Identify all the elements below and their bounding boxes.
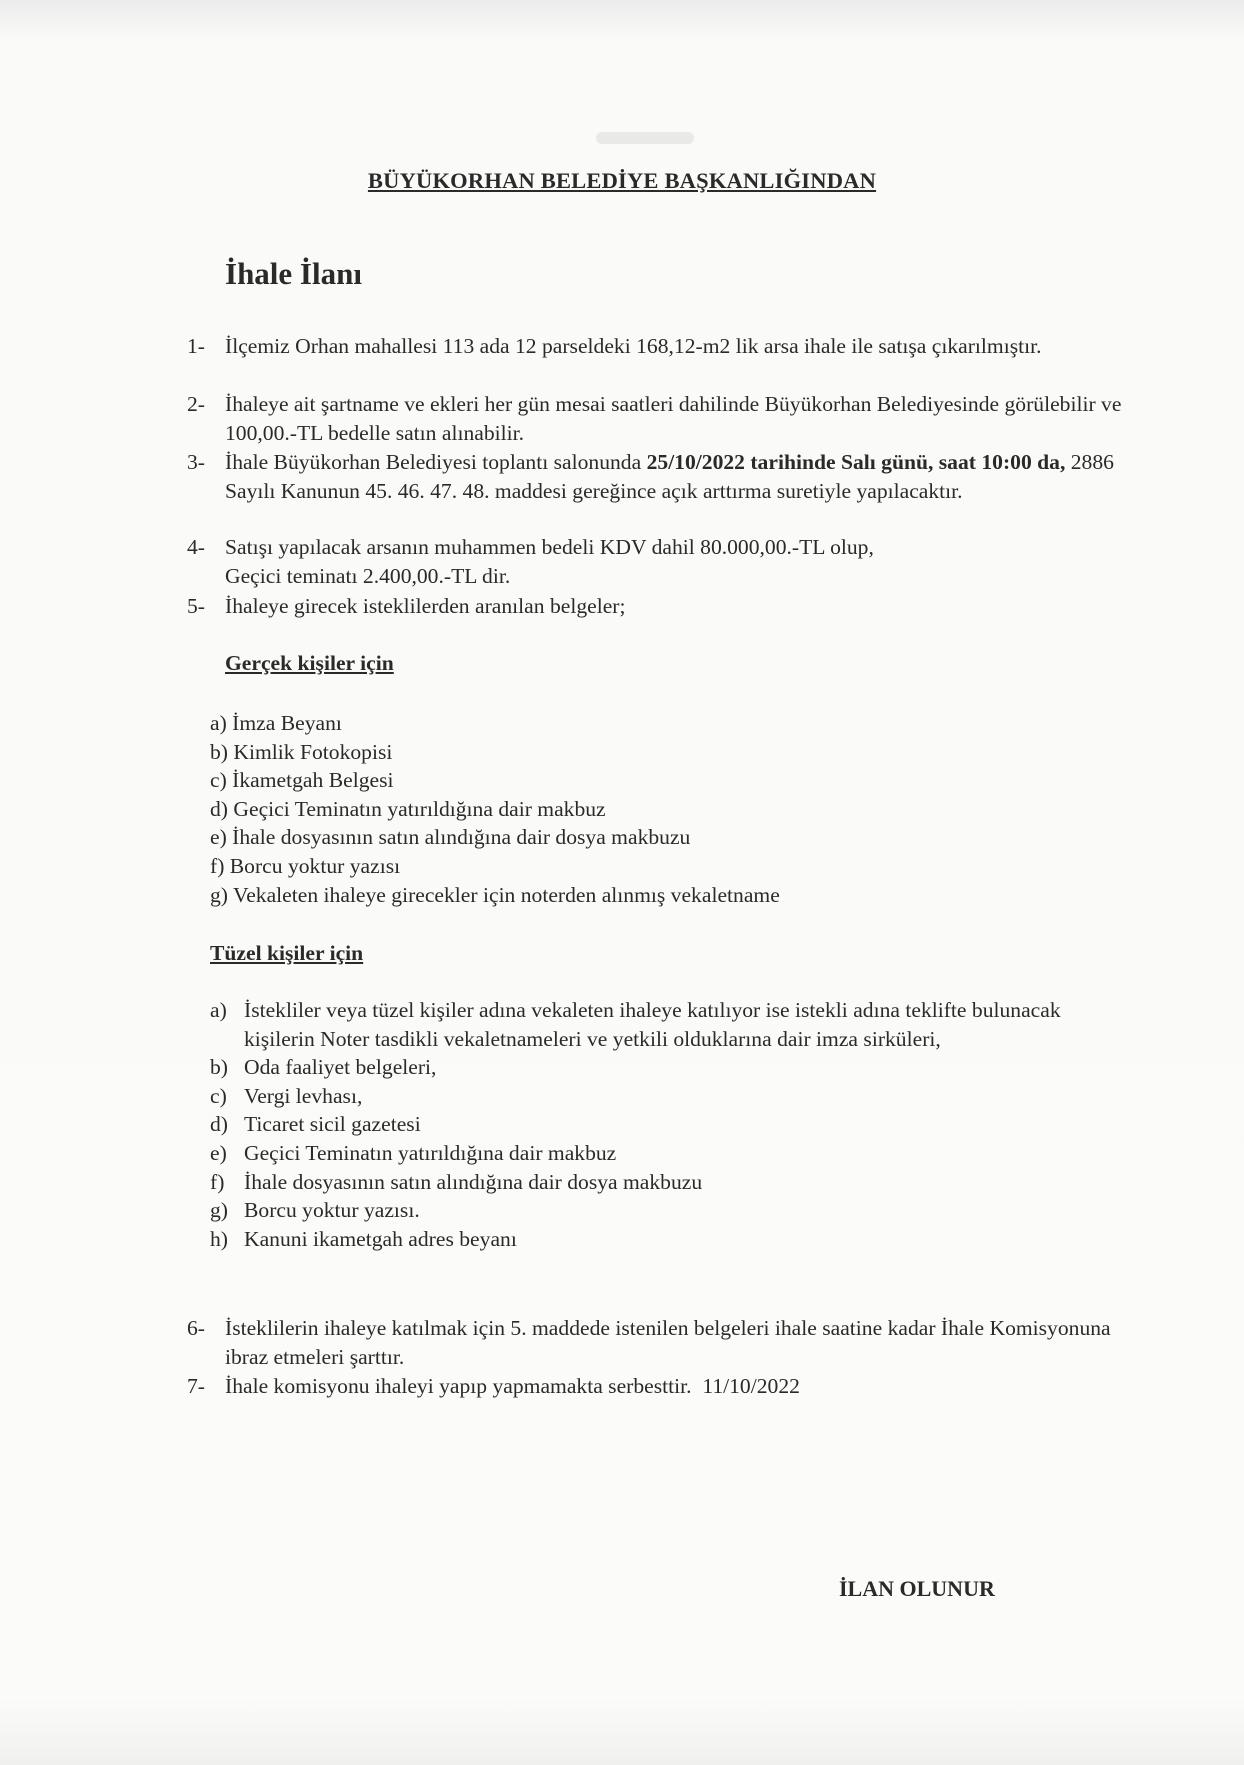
tuzel-list bbox=[210, 996, 1090, 1253]
list-item bbox=[210, 1168, 1090, 1197]
item-5 bbox=[187, 592, 1127, 621]
item-3 bbox=[187, 448, 1127, 505]
item-number: 2- bbox=[187, 392, 205, 416]
list-item bbox=[210, 1196, 1090, 1225]
list-item bbox=[210, 1139, 1090, 1168]
list-item bbox=[210, 1053, 1090, 1082]
item-1 bbox=[187, 332, 1127, 361]
list-label: d) bbox=[210, 1112, 228, 1137]
item-number: 4- bbox=[187, 535, 205, 559]
list-text: Borcu yoktur yazısı. bbox=[244, 1198, 420, 1223]
item-text: İsteklilerin ihaleye katılmak için 5. maddede istenilen belgeleri ihale saatine kadar İhale Komisyonuna ibraz etmeleri şarttır. bbox=[225, 1316, 1111, 1369]
item-7 bbox=[187, 1372, 1127, 1401]
gercek-heading: Gerçek kişiler için bbox=[225, 651, 394, 675]
item-text: İhaleye ait şartname ve ekleri her gün mesai saatleri dahilinde Büyükorhan Belediyesinde görülebilir ve 100,00.-TL bedelle satın alınabilir. bbox=[225, 392, 1122, 445]
item-number: 7- bbox=[187, 1374, 205, 1398]
item-text: İlçemiz Orhan mahallesi 113 ada 12 parseldeki 168,12-m2 lik arsa ihale ile satışa çıkarılmıştır. bbox=[225, 334, 1042, 358]
list-text: Ticaret sicil gazetesi bbox=[244, 1112, 421, 1137]
list-item bbox=[210, 1082, 1090, 1111]
list-text: İstekliler veya tüzel kişiler adına vekaleten ihaleye katılıyor ise istekli adına teklifte bulunacak kişilerin Noter tasdikli vekaletnameleri ve yetkili olduklarına dair imza sirküleri, bbox=[244, 998, 1061, 1051]
item-number: 3- bbox=[187, 450, 205, 474]
item-text bbox=[225, 448, 1127, 505]
list-label: h) bbox=[210, 1226, 228, 1251]
item-text-part: 2886 Sayılı Kanunun 45. 46. 47. 48. maddesi gereğince açık arttırma suretiyle yapılacaktır. bbox=[225, 450, 1114, 503]
item-number: 1- bbox=[187, 334, 205, 358]
list-label: f) bbox=[210, 1169, 225, 1194]
item-text-part: İhale Büyükorhan Belediyesi toplantı salonunda bbox=[225, 450, 647, 474]
list-label: e) bbox=[210, 1140, 227, 1165]
item-text: Satışı yapılacak arsanın muhammen bedeli KDV dahil 80.000,00.-TL olup, Geçici teminatı 2.400,00.-TL dir. bbox=[225, 535, 874, 588]
list-item: e) İhale dosyasının satın alındığına dair dosya makbuzu bbox=[210, 825, 691, 850]
item-number: 5- bbox=[187, 594, 205, 618]
list-text: Oda faaliyet belgeleri, bbox=[244, 1055, 437, 1080]
item-text: İhaleye girecek isteklilerden aranılan belgeler; bbox=[225, 594, 626, 618]
item-text: İhale komisyonu ihaleyi yapıp yapmamakta serbesttir. 11/10/2022 bbox=[225, 1374, 800, 1398]
list-item bbox=[210, 1225, 1090, 1254]
list-item: g) Vekaleten ihaleye girecekler için noterden alınmış vekaletname bbox=[210, 882, 780, 907]
item-date-bold: 25/10/2022 tarihinde Salı günü, saat 10:00 da, bbox=[646, 450, 1066, 474]
list-item: a) İmza Beyanı bbox=[210, 711, 342, 735]
item-6 bbox=[187, 1314, 1127, 1371]
list-text: Kanuni ikametgah adres beyanı bbox=[244, 1226, 517, 1251]
document-title: İhale İlanı bbox=[225, 256, 362, 291]
list-item: c) İkametgah Belgesi bbox=[210, 768, 394, 793]
closing-text: İLAN OLUNUR bbox=[839, 1576, 995, 1601]
item-4 bbox=[187, 533, 1127, 590]
list-text: Geçici Teminatın yatırıldığına dair makbuz bbox=[244, 1140, 617, 1165]
scan-smudge bbox=[596, 132, 694, 144]
list-item: b) Kimlik Fotokopisi bbox=[210, 739, 393, 764]
list-label: a) bbox=[210, 998, 227, 1022]
list-label: g) bbox=[210, 1198, 228, 1223]
item-number: 6- bbox=[187, 1316, 205, 1340]
list-item: f) Borcu yoktur yazısı bbox=[210, 853, 401, 878]
item-2 bbox=[187, 390, 1127, 447]
list-text: Vergi levhası, bbox=[244, 1083, 363, 1108]
list-item bbox=[210, 1110, 1090, 1139]
list-label: c) bbox=[210, 1083, 227, 1108]
tuzel-heading: Tüzel kişiler için bbox=[210, 941, 364, 965]
list-item: d) Geçici Teminatın yatırıldığına dair makbuz bbox=[210, 796, 606, 821]
gercek-list bbox=[210, 709, 780, 909]
list-text: İhale dosyasının satın alındığına dair dosya makbuzu bbox=[244, 1169, 703, 1194]
list-item bbox=[210, 996, 1090, 1053]
list-label: b) bbox=[210, 1055, 228, 1080]
document-header: BÜYÜKORHAN BELEDİYE BAŞKANLIĞINDAN bbox=[367, 168, 877, 193]
